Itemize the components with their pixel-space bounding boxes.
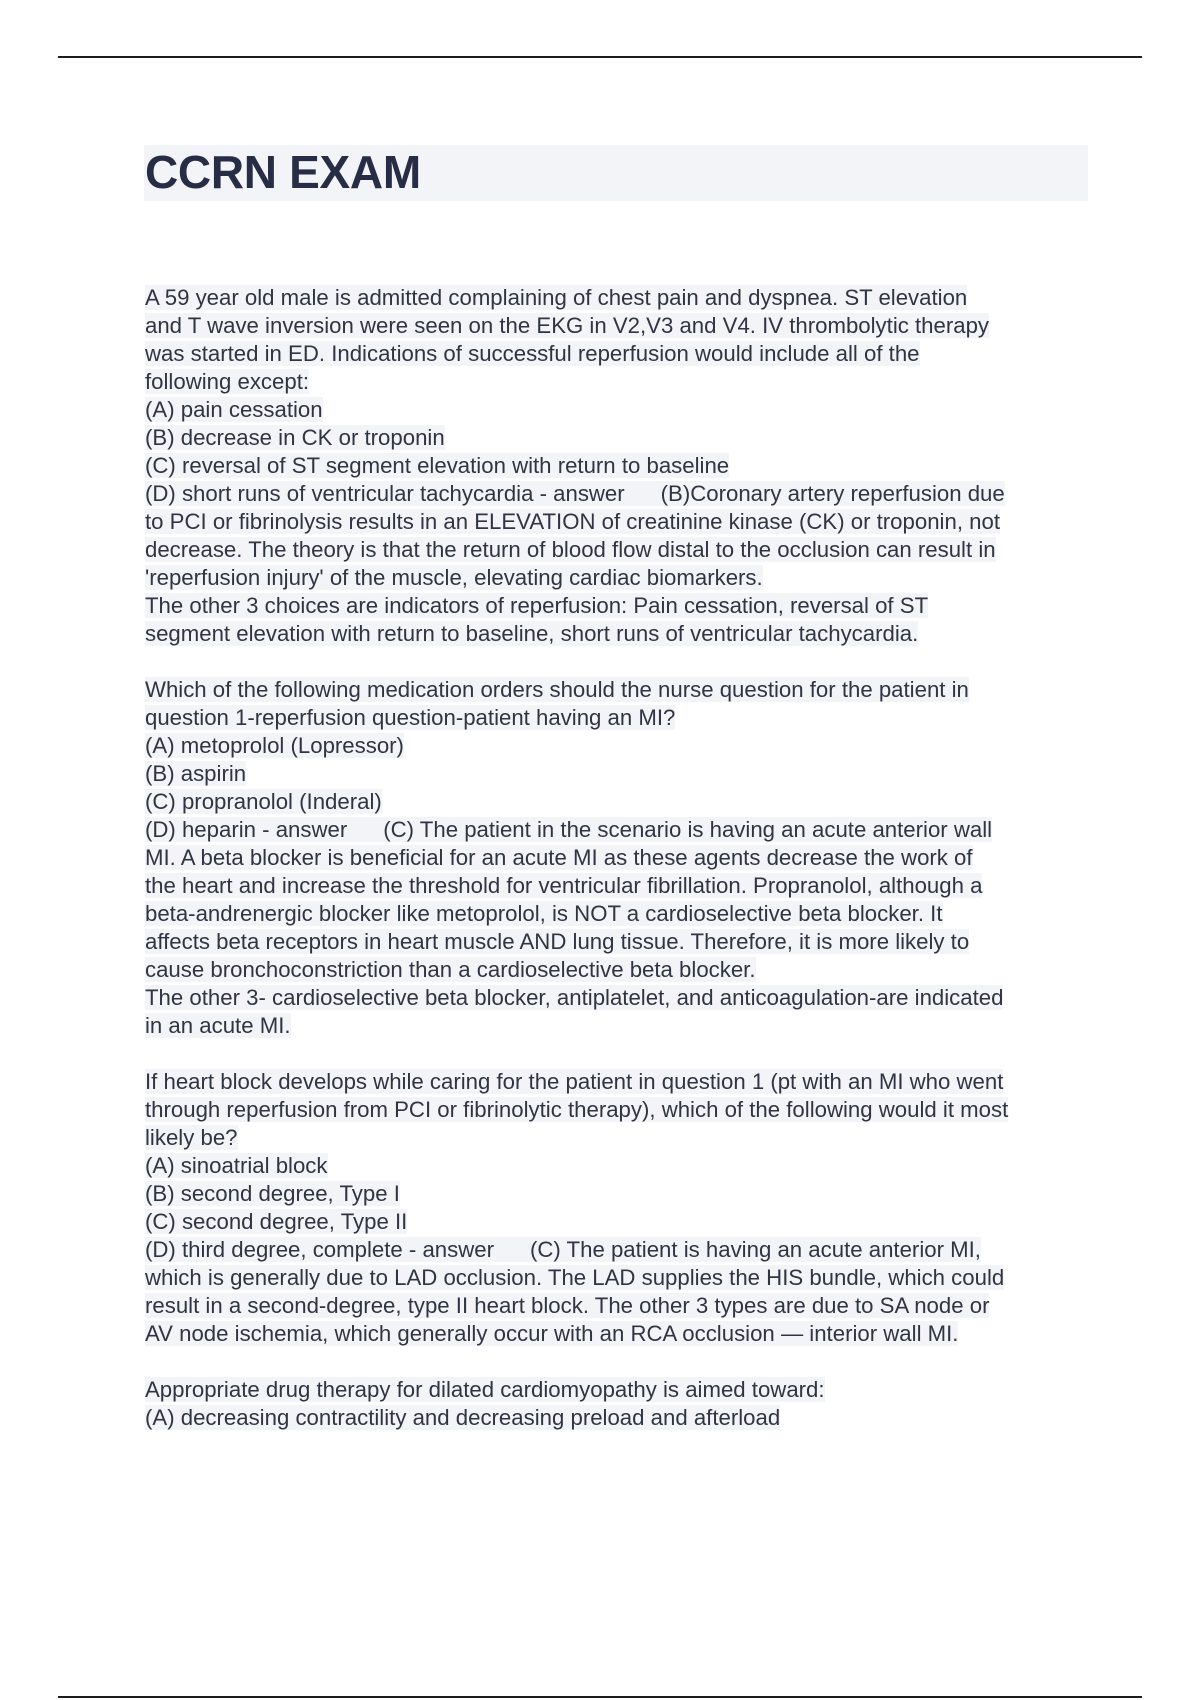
option-d-with-answer: [145, 816, 1095, 844]
question-line: and T wave inversion were seen on the EKG in V2,V3 and V4. IV thrombolytic therapy: [145, 313, 990, 338]
question-line: If heart block develops while caring for the patient in question 1 (pt with an MI who went: [145, 1069, 1004, 1094]
explanation-line: The other 3 choices are indicators of reperfusion: Pain cessation, reversal of ST: [145, 593, 929, 618]
explanation-line: affects beta receptors in heart muscle AND lung tissue. Therefore, it is more likely to: [145, 929, 970, 954]
question-line: A 59 year old male is admitted complaining of chest pain and dyspnea. ST elevation: [145, 285, 968, 310]
option-a: (A) metoprolol (Lopressor): [145, 733, 404, 758]
explanation-line: decrease. The theory is that the return of blood flow distal to the occlusion can result in: [145, 537, 996, 562]
explanation-line: result in a second-degree, type II heart block. The other 3 types are due to SA node or: [145, 1293, 990, 1318]
explanation-line: in an acute MI.: [145, 1013, 291, 1038]
option-d-with-answer: [145, 1236, 1095, 1264]
explanation-line: which is generally due to LAD occlusion. The LAD supplies the HIS bundle, which could: [145, 1265, 1005, 1290]
option-a: (A) sinoatrial block: [145, 1153, 328, 1178]
option-b: (B) decrease in CK or troponin: [145, 425, 445, 450]
question-2: [145, 676, 1095, 1040]
option-a: (A) pain cessation: [145, 397, 323, 422]
footer-rule: [58, 1696, 1142, 1698]
question-1: [145, 284, 1095, 648]
option-c: (C) second degree, Type II: [145, 1209, 408, 1234]
document-body: [145, 284, 1095, 1460]
answer-start: (B)Coronary artery reperfusion due: [660, 481, 1005, 506]
question-3: [145, 1068, 1095, 1348]
option-d: (D) heparin - answer: [145, 817, 348, 842]
answer-start: (C) The patient is having an acute anterior MI,: [529, 1237, 981, 1262]
option-c: (C) reversal of ST segment elevation with return to baseline: [145, 453, 730, 478]
option-b: (B) second degree, Type I: [145, 1181, 400, 1206]
option-d-with-answer: [145, 480, 1095, 508]
explanation-line: the heart and increase the threshold for ventricular fibrillation. Propranolol, although a: [145, 873, 983, 898]
question-line: following except:: [145, 369, 310, 394]
option-c: (C) propranolol (Inderal): [145, 789, 382, 814]
question-line: Which of the following medication orders should the nurse question for the patient in: [145, 677, 969, 702]
explanation-line: AV node ischemia, which generally occur with an RCA occlusion — interior wall MI.: [145, 1321, 959, 1346]
question-line: was started in ED. Indications of successful reperfusion would include all of the: [145, 341, 920, 366]
question-line: Appropriate drug therapy for dilated cardiomyopathy is aimed toward:: [145, 1377, 825, 1402]
page-title: CCRN EXAM: [145, 146, 421, 198]
option-d: (D) third degree, complete - answer: [145, 1237, 494, 1262]
explanation-line: segment elevation with return to baseline, short runs of ventricular tachycardia.: [145, 621, 919, 646]
option-a: (A) decreasing contractility and decreasing preload and afterload: [145, 1405, 781, 1430]
question-4: [145, 1376, 1095, 1432]
header-rule: [58, 56, 1142, 58]
explanation-line: 'reperfusion injury' of the muscle, elevating cardiac biomarkers.: [145, 565, 763, 590]
answer-start: (C) The patient in the scenario is having an acute anterior wall: [383, 817, 993, 842]
question-line: question 1-reperfusion question-patient having an MI?: [145, 705, 676, 730]
option-b: (B) aspirin: [145, 761, 247, 786]
option-d: (D) short runs of ventricular tachycardia - answer: [145, 481, 625, 506]
explanation-line: beta-andrenergic blocker like metoprolol, is NOT a cardioselective beta blocker. It: [145, 901, 943, 926]
explanation-line: The other 3- cardioselective beta blocker, antiplatelet, and anticoagulation-are indicated: [145, 985, 1004, 1010]
question-line: through reperfusion from PCI or fibrinolytic therapy), which of the following would it most: [145, 1097, 1009, 1122]
explanation-line: cause bronchoconstriction than a cardioselective beta blocker.: [145, 957, 756, 982]
explanation-line: to PCI or fibrinolysis results in an ELEVATION of creatinine kinase (CK) or troponin, not: [145, 509, 1000, 534]
question-line: likely be?: [145, 1125, 238, 1150]
explanation-line: MI. A beta blocker is beneficial for an acute MI as these agents decrease the work of: [145, 845, 973, 870]
